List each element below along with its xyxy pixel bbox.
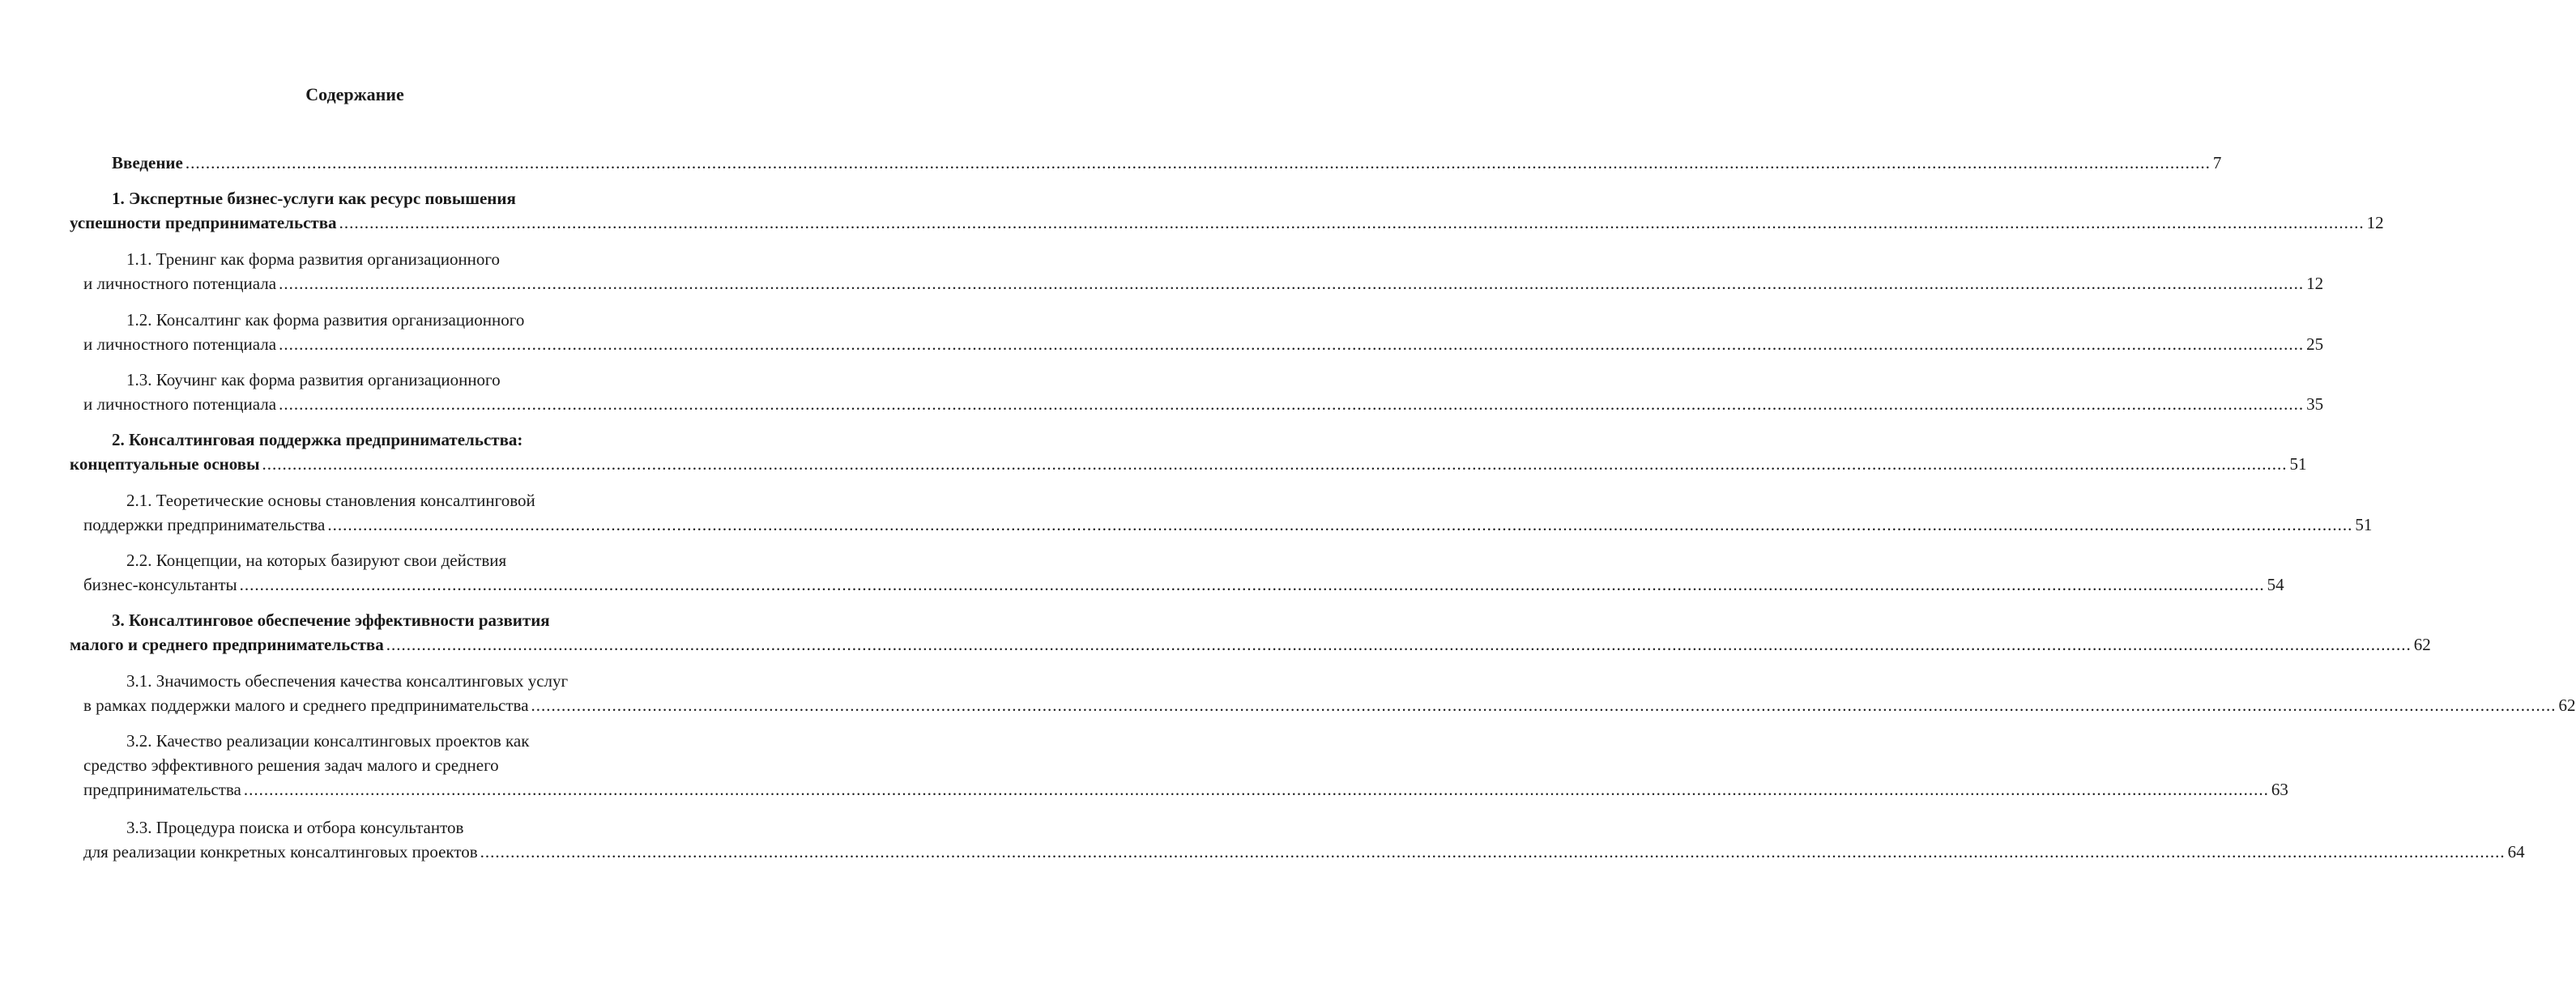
- toc-page-number: 54: [2267, 575, 2284, 594]
- toc-dot-leader: ................................................................................................................................................................................................................................................................................................................................................................................................................: [243, 780, 2269, 799]
- toc-entry-line: [126, 368, 638, 392]
- toc-dot-leader: ................................................................................................................................................................................................................................................................................................................................................................................................................: [239, 575, 2265, 594]
- toc-entry-text: 2.2. Концепции, на которых базируют свои действия: [126, 551, 507, 570]
- toc-entry-text: 3.2. Качество реализации консалтинговых проектов как: [126, 731, 530, 751]
- toc-entry-text: 2. Консалтинговая поддержка предпринимательства:: [112, 430, 523, 449]
- toc-entry-text: малого и среднего предпринимательства: [70, 635, 384, 654]
- toc-entry-line: [126, 815, 638, 840]
- toc-dot-leader: ................................................................................................................................................................................................................................................................................................................................................................................................................: [327, 515, 2353, 534]
- toc-entry-text: 1.2. Консалтинг как форма развития организационного: [126, 310, 525, 330]
- toc-entry-text: концептуальные основы: [70, 454, 260, 474]
- toc-page-number: 12: [2306, 274, 2324, 293]
- toc-entry-last-line: [83, 777, 2288, 802]
- toc-entry-line: [126, 247, 638, 271]
- toc-entry-line: [126, 488, 638, 513]
- toc-dot-leader: ................................................................................................................................................................................................................................................................................................................................................................................................................: [339, 213, 2365, 232]
- toc-page-number: 62: [2413, 635, 2431, 654]
- toc-dot-leader: ................................................................................................................................................................................................................................................................................................................................................................................................................: [185, 153, 2211, 172]
- toc-entry-last-line: [83, 840, 2525, 864]
- toc-entry-text: 3. Консалтинговое обеспечение эффективности развития: [112, 610, 550, 630]
- toc-page-number: 35: [2306, 394, 2324, 414]
- toc-dot-leader: ................................................................................................................................................................................................................................................................................................................................................................................................................: [279, 334, 2305, 354]
- toc-page-number: 63: [2271, 780, 2288, 799]
- toc-entry-text: бизнес-консультанты: [83, 575, 237, 594]
- toc-dot-leader: ................................................................................................................................................................................................................................................................................................................................................................................................................: [531, 696, 2557, 715]
- toc-entry-line: [112, 186, 638, 211]
- toc-entry-text: 1.1. Тренинг как форма развития организационного: [126, 249, 501, 269]
- toc-dot-leader: ................................................................................................................................................................................................................................................................................................................................................................................................................: [262, 454, 2288, 474]
- toc-entry-line: [126, 669, 638, 693]
- toc-entry-line: [112, 608, 638, 632]
- toc-entry-last-line: [70, 211, 2384, 235]
- toc-entry-last-line: [83, 693, 2576, 717]
- toc-entry-line: [126, 729, 638, 753]
- toc-entry-line: [112, 428, 638, 452]
- toc-entry-text: и личностного потенциала: [83, 394, 277, 414]
- toc-dot-leader: ................................................................................................................................................................................................................................................................................................................................................................................................................: [279, 274, 2305, 293]
- toc-entry-text: 3.3. Процедура поиска и отбора консультантов: [126, 818, 464, 837]
- toc-entry-last-line: [83, 392, 2324, 416]
- toc-entry-text: и личностного потенциала: [83, 274, 277, 293]
- toc-entry-line: [83, 753, 638, 777]
- toc-page-number: 64: [2507, 842, 2525, 861]
- page-title: Содержание: [305, 84, 404, 104]
- toc-entry-text: средство эффективного решения задач малого и среднего: [83, 755, 499, 775]
- toc-entry-last-line: [112, 151, 2222, 175]
- toc-entry-text: в рамках поддержки малого и среднего предпринимательства: [83, 696, 529, 715]
- toc-entry-text: предпринимательства: [83, 780, 241, 799]
- toc-page-number: 25: [2306, 334, 2324, 354]
- toc-entry-last-line: [83, 513, 2373, 537]
- toc-entry-last-line: [83, 271, 2324, 296]
- toc-entry-text: 2.1. Теоретические основы становления консалтинговой: [126, 491, 535, 510]
- toc-entry-text: успешности предпринимательства: [70, 213, 337, 232]
- toc-dot-leader: ................................................................................................................................................................................................................................................................................................................................................................................................................: [279, 394, 2305, 414]
- toc-entry-last-line: [83, 332, 2324, 356]
- toc-entry-line: [126, 548, 638, 572]
- toc-page-number: 7: [2212, 153, 2222, 172]
- toc-entry-text: 1.3. Коучинг как форма развития организационного: [126, 370, 501, 389]
- toc-page-number: 62: [2558, 696, 2576, 715]
- toc-page-number: 12: [2366, 213, 2384, 232]
- toc-entry-text: Введение: [112, 153, 183, 172]
- toc-entry-text: 3.1. Значимость обеспечения качества консалтинговых услуг: [126, 671, 569, 691]
- toc-entry-last-line: [70, 632, 2431, 657]
- toc-entry-text: для реализации конкретных консалтинговых проектов: [83, 842, 478, 861]
- toc-entry-text: и личностного потенциала: [83, 334, 277, 354]
- toc-page-number: 51: [2289, 454, 2307, 474]
- toc-entry-last-line: [70, 452, 2307, 476]
- toc-dot-leader: ................................................................................................................................................................................................................................................................................................................................................................................................................: [480, 842, 2506, 861]
- toc-entry-line: [126, 308, 638, 332]
- toc-entry-text: 1. Экспертные бизнес-услуги как ресурс повышения: [112, 189, 516, 208]
- toc-entry-text: поддержки предпринимательства: [83, 515, 326, 534]
- toc-dot-leader: ................................................................................................................................................................................................................................................................................................................................................................................................................: [386, 635, 2412, 654]
- toc-entry-last-line: [83, 572, 2284, 597]
- toc-page-number: 51: [2355, 515, 2373, 534]
